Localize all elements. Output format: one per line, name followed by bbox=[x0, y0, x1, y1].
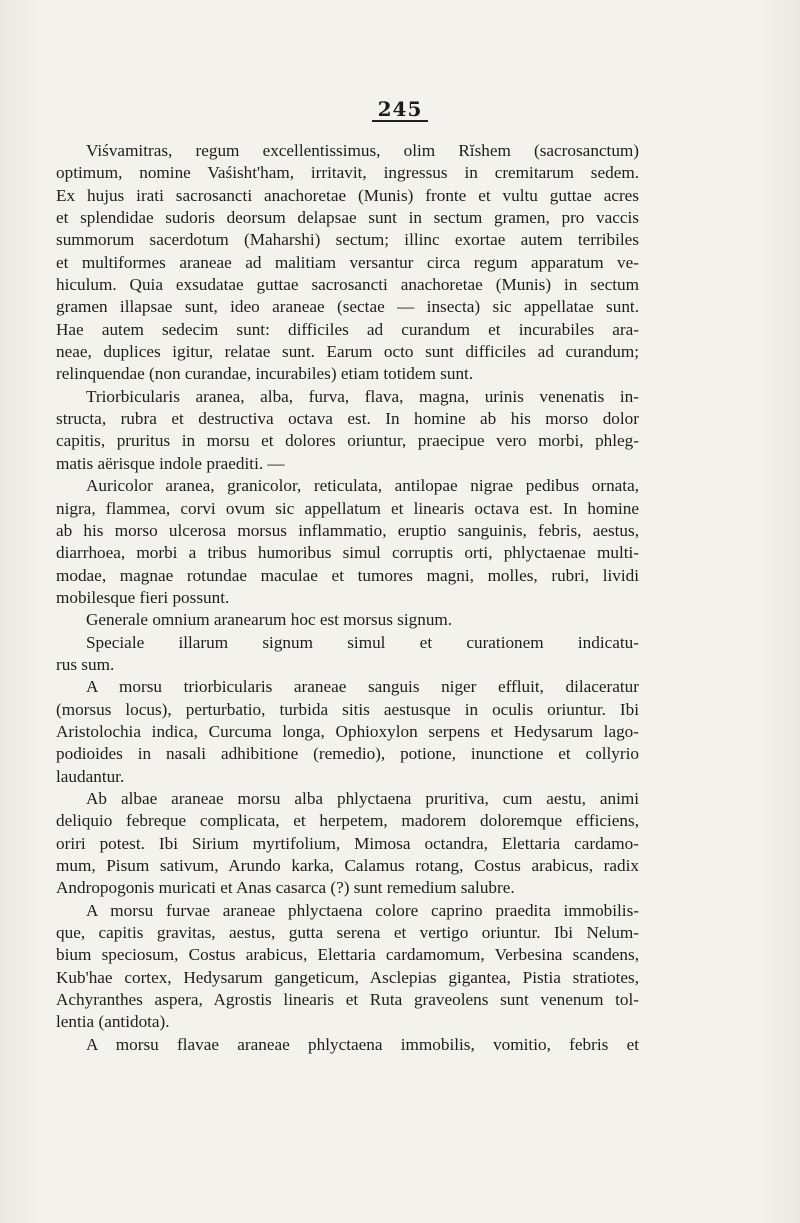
text-line: Auricolor aranea, granicolor, reticulata, antilopae nigrae pedibus ornata, bbox=[86, 476, 639, 496]
text-line: Hae autem sedecim sunt: difficiles ad curandum et incurabiles ara- bbox=[56, 319, 639, 339]
text-line: ab his morso ulcerosa morsus inflammatio, eruptio sanguinis, febris, aestus, bbox=[56, 520, 639, 540]
text-line: neae, duplices igitur, relatae sunt. Earum octo sunt difficiles ad curandum; bbox=[56, 342, 639, 362]
text-line: mobilesque fieri possunt. bbox=[56, 587, 230, 607]
text-line: bium speciosum, Costus arabicus, Elettaria cardamomum, Verbesina scandens, bbox=[56, 945, 639, 965]
text-line: hiculum. Quia exsudatae guttae sacrosancti anachoretae (Munis) in sectum bbox=[56, 275, 639, 295]
text-line: Ex hujus irati sacrosancti anachoretae (Munis) fronte et vultu guttae acres bbox=[56, 185, 639, 205]
text-line: oriri potest. Ibi Sirium myrtifolium, Mimosa octandra, Elettaria cardamo- bbox=[56, 833, 639, 853]
text-line: rus sum. bbox=[56, 654, 115, 674]
text-line: (morsus locus), perturbatio, turbida sitis aestusque in oculis oriuntur. Ibi bbox=[56, 699, 639, 719]
text-line: A morsu furvae araneae phlyctaena colore caprino praedita immobilis- bbox=[86, 900, 639, 920]
text-line: gramen illapsae sunt, ideo araneae (sectae — insecta) sic appellatae sunt. bbox=[56, 297, 639, 317]
text-line: laudantur. bbox=[56, 766, 125, 786]
text-line: Achyranthes aspera, Agrostis linearis et Ruta graveolens sunt venenum tol- bbox=[56, 990, 639, 1010]
text-line: optimum, nomine Vaśisht'ham, irritavit, ingressus in cremitarum sedem. bbox=[56, 163, 639, 183]
text-line: modae, magnae rotundae maculae et tumores magni, molles, rubri, lividi bbox=[56, 565, 639, 585]
text-line: Triorbicularis aranea, alba, furva, flava, magna, urinis venenatis in- bbox=[86, 386, 639, 406]
text-line: podioides in nasali adhibitione (remedio), potione, inunctione et collyrio bbox=[56, 744, 639, 764]
text-line: structa, rubra et destructiva octava est. In homine ab his morso dolor bbox=[56, 409, 639, 429]
text-line: et splendidae sudoris deorsum delapsae sunt in sectum gramen, pro vaccis bbox=[56, 208, 639, 228]
text-line: Andropogonis muricati et Anas casarca (?) sunt remedium salubre. bbox=[56, 878, 515, 898]
text-line: que, capitis gravitas, aestus, gutta serena et vertigo oriuntur. Ibi Nelum- bbox=[56, 923, 639, 943]
text-line: relinquendae (non curandae, incurabiles) etiam totidem sunt. bbox=[56, 364, 474, 384]
text-line: deliquio febreque complicata, et herpetem, madorem doloremque efficiens, bbox=[56, 811, 639, 831]
text-line: Viśvamitras, regum excellentissimus, olim Rĭshem (sacrosanctum) bbox=[86, 141, 639, 160]
text-line: capitis, pruritus in morsu et dolores oriuntur, praecipue vero morbi, phleg- bbox=[56, 431, 639, 451]
page-number-text: 245 bbox=[372, 99, 429, 122]
page-number bbox=[0, 97, 800, 122]
text-line: mum, Pisum sativum, Arundo karka, Calamus rotang, Costus arabicus, radix bbox=[56, 856, 639, 875]
text-line: Aristolochia indica, Curcuma longa, Ophioxylon serpens et Hedysarum lago- bbox=[56, 721, 639, 741]
text-line: lentia (antidota). bbox=[56, 1012, 170, 1032]
text-line: matis aërisque indole praediti. — bbox=[56, 453, 285, 473]
text-line: Ab albae araneae morsu alba phlyctaena pruritiva, cum aestu, animi bbox=[86, 788, 639, 808]
text-line: summorum sacerdotum (Maharshi) sectum; illinc exortae autem terribiles bbox=[56, 230, 639, 250]
text-line: Generale omnium aranearum hoc est morsus signum. bbox=[86, 610, 453, 630]
text-line: et multiformes araneae ad malitiam versantur circa regum apparatum ve- bbox=[56, 252, 639, 272]
text-line: Kub'hae cortex, Hedysarum gangeticum, Asclepias gigantea, Pistia stratiotes, bbox=[56, 967, 639, 987]
text-line: A morsu triorbicularis araneae sanguis niger effluit, dilaceratur bbox=[86, 677, 639, 697]
text-line: nigra, flammea, corvi ovum sic appellatum et linearis octava est. In homine bbox=[56, 498, 639, 518]
text-line: A morsu flavae araneae phlyctaena immobilis, vomitio, febris et bbox=[86, 1034, 639, 1054]
text-line: Speciale illarum signum simul et curationem indicatu- bbox=[86, 632, 639, 652]
text-line: diarrhoea, morbi a tribus humoribus simul corruptis orti, phlyctaenae multi- bbox=[56, 543, 639, 563]
body-text bbox=[56, 140, 639, 1056]
